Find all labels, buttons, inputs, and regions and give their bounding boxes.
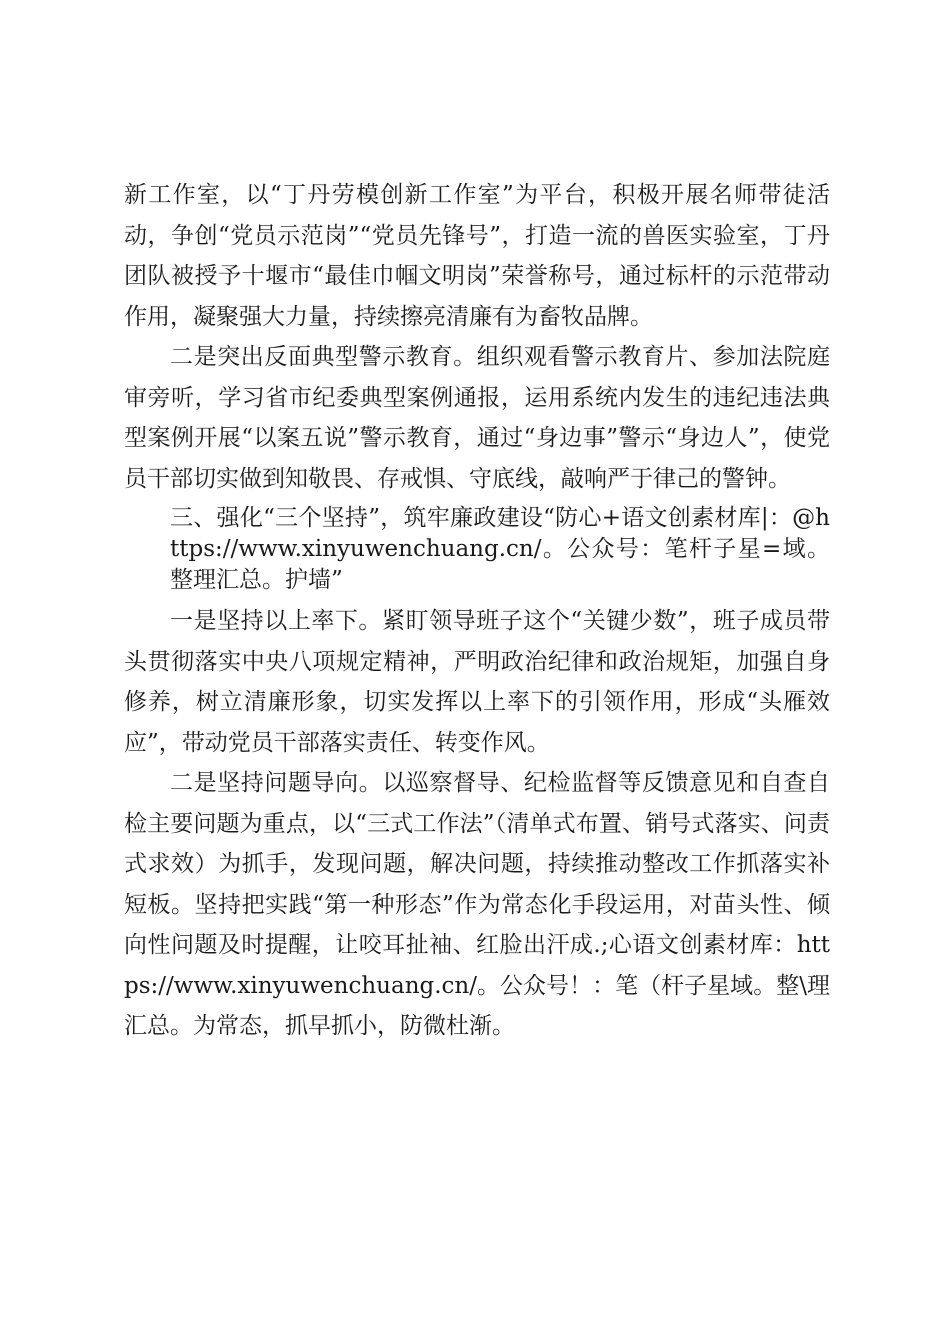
paragraph-lead-by-example: 一是坚持以上率下。紧盯领导班子这个“关键少数”，班子成员带头贯彻落实中央八项规定精神，严明政治纪律和政治规矩，加强自身修养，树立清廉形象，切实发挥以上率下的引领作用，形成“头雁效应”，带动党员干部落实责任、转变作风。 [124,608,830,756]
paragraph-problem-oriented: 二是坚持问题导向。以巡察督导、纪检监督等反馈意见和自查自检主要问题为重点，以“三式工作法”（清单式布置、销号式落实、问责式求效）为抓手，发现问题，解决问题，持续推动整改工作抓落实补短板。坚持把实践“第一种形态”作为常态化手段运用，对苗头性、倾向性问题及时提醒，让咬耳扯袖、红脸出汗成.;心语文创素材库：https://www.xinyuwenchuang.cn/。公众号！：笔（杆子星域。整\理汇总。为常态，抓早抓小，防微杜渐。 [124,770,830,1039]
paragraph-continuation: 新工作室，以“丁丹劳模创新工作室”为平台，积极开展名师带徒活动，争创“党员示范岗”“党员先锋号”，打造一流的兽医实验室，丁丹团队被授予十堰市“最佳巾帼文明岗”荣誉称号，通过标杆的示范带动作用，凝聚强大力量，持续擦亮清廉有为畜牧品牌。 [124,182,830,330]
paragraph-warning-education: 二是突出反面典型警示教育。组织观看警示教育片、参加法院庭审旁听，学习省市纪委典型案例通报，运用系统内发生的违纪违法典型案例开展“以案五说”警示教育，通过“身边事”警示“身边人”，使党员干部切实做到知敬畏、存戒惧、守底线，敲响严于律己的警钟。 [124,344,830,492]
section-heading-three: 三、强化“三个坚持”，筑牢廉政建设“防心+语文创素材库|：@https://www.xinyuwenchuang.cn/。公众号：笔杆子星=域。整理汇总。护墙” [170,505,830,593]
document-body [124,175,830,1047]
